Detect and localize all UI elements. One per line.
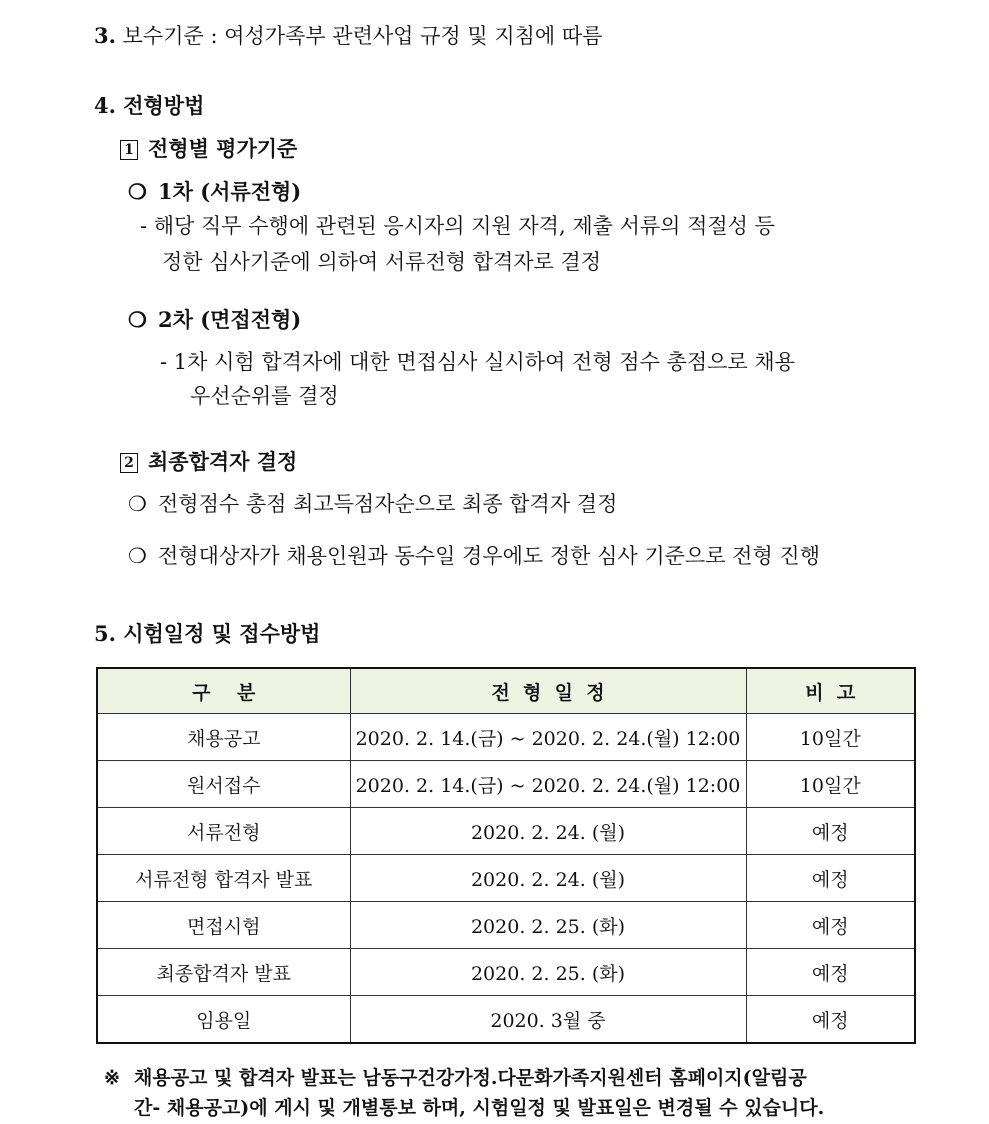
first-stage-heading <box>128 178 301 206</box>
first-stage-title: 1차 (서류전형) <box>158 179 302 204</box>
first-stage-bullet: ❍ <box>128 179 147 204</box>
table-row <box>97 902 915 949</box>
pay-standard-text: 보수기준 : 여성가족부 관련사업 규정 및 지침에 따름 <box>122 24 603 48</box>
row-schedule: 2020. 2. 24. (월) <box>350 855 746 902</box>
table-row <box>97 761 915 808</box>
pay-standard-line <box>94 22 602 50</box>
row-schedule: 2020. 2. 25. (화) <box>350 949 746 996</box>
table-row <box>97 949 915 996</box>
schedule-note-line-1 <box>104 1064 807 1092</box>
row-remarks: 예정 <box>746 902 915 949</box>
row-schedule: 2020. 2. 14.(금) ~ 2020. 2. 24.(월) 12:00 <box>350 714 746 761</box>
table-row <box>97 808 915 855</box>
second-stage-bullet: ❍ <box>128 307 147 332</box>
table-row <box>97 714 915 761</box>
row-schedule: 2020. 2. 24. (월) <box>350 808 746 855</box>
row-remarks: 예정 <box>746 949 915 996</box>
schedule-table <box>96 667 916 1044</box>
schedule-header-row <box>97 668 915 714</box>
criteria-title: 전형별 평가기준 <box>148 136 298 161</box>
row-remarks: 예정 <box>746 855 915 902</box>
second-stage-title: 2차 (면접전형) <box>158 307 302 332</box>
table-row <box>97 996 915 1044</box>
first-stage-desc-1: - 해당 직무 수행에 관련된 응시자의 지원 자격, 제출 서류의 적절성 등 <box>140 214 775 238</box>
final-decision-item-2 <box>128 542 820 570</box>
final-item-2-bullet: ❍ <box>128 544 147 568</box>
row-category: 최종합격자 발표 <box>97 949 350 996</box>
table-row <box>97 855 915 902</box>
schedule-heading: 5. 시험일정 및 접수방법 <box>94 621 321 646</box>
row-schedule: 2020. 3월 중 <box>350 996 746 1044</box>
row-remarks: 예정 <box>746 996 915 1044</box>
second-stage-heading <box>128 306 301 334</box>
row-category: 면접시험 <box>97 902 350 949</box>
row-remarks: 10일간 <box>746 714 915 761</box>
final-item-1-text: 전형점수 총점 최고득점자순으로 최종 합격자 결정 <box>158 492 618 516</box>
note-mark: ※ <box>104 1067 120 1089</box>
row-category: 임용일 <box>97 996 350 1044</box>
row-schedule: 2020. 2. 14.(금) ~ 2020. 2. 24.(월) 12:00 <box>350 761 746 808</box>
header-category: 구 분 <box>97 668 350 714</box>
criteria-number-box: 1 <box>120 140 138 160</box>
row-category: 원서접수 <box>97 761 350 808</box>
final-decision-number-box: 2 <box>120 453 138 473</box>
final-item-1-bullet: ❍ <box>128 492 147 516</box>
row-remarks: 예정 <box>746 808 915 855</box>
row-remarks: 10일간 <box>746 761 915 808</box>
pay-standard-number: 3. <box>94 23 116 48</box>
second-stage-desc-1: - 1차 시험 합격자에 대한 면접심사 실시하여 전형 점수 총점으로 채용 <box>160 350 795 374</box>
final-decision-item-1 <box>128 490 617 518</box>
criteria-heading <box>120 135 297 163</box>
final-item-2-text: 전형대상자가 채용인원과 동수일 경우에도 정한 심사 기준으로 전형 진행 <box>158 544 820 568</box>
note-text-1: 채용공고 및 합격자 발표는 남동구건강가정.다문화가족지원센터 홈페이지(알림공 <box>134 1067 807 1089</box>
row-category: 서류전형 합격자 발표 <box>97 855 350 902</box>
row-schedule: 2020. 2. 25. (화) <box>350 902 746 949</box>
second-stage-desc-2: 우선순위를 결정 <box>190 384 339 408</box>
header-schedule: 전 형 일 정 <box>350 668 746 714</box>
first-stage-desc-2: 정한 심사기준에 의하여 서류전형 합격자로 결정 <box>162 250 602 274</box>
row-category: 채용공고 <box>97 714 350 761</box>
screening-heading: 4. 전형방법 <box>94 93 205 118</box>
row-category: 서류전형 <box>97 808 350 855</box>
header-remarks: 비 고 <box>746 668 915 714</box>
schedule-note-line-2: 간- 채용공고)에 게시 및 개별통보 하며, 시험일정 및 발표일은 변경될 수 있습니다. <box>134 1097 825 1119</box>
final-decision-heading <box>120 448 297 476</box>
final-decision-title: 최종합격자 결정 <box>148 449 298 474</box>
